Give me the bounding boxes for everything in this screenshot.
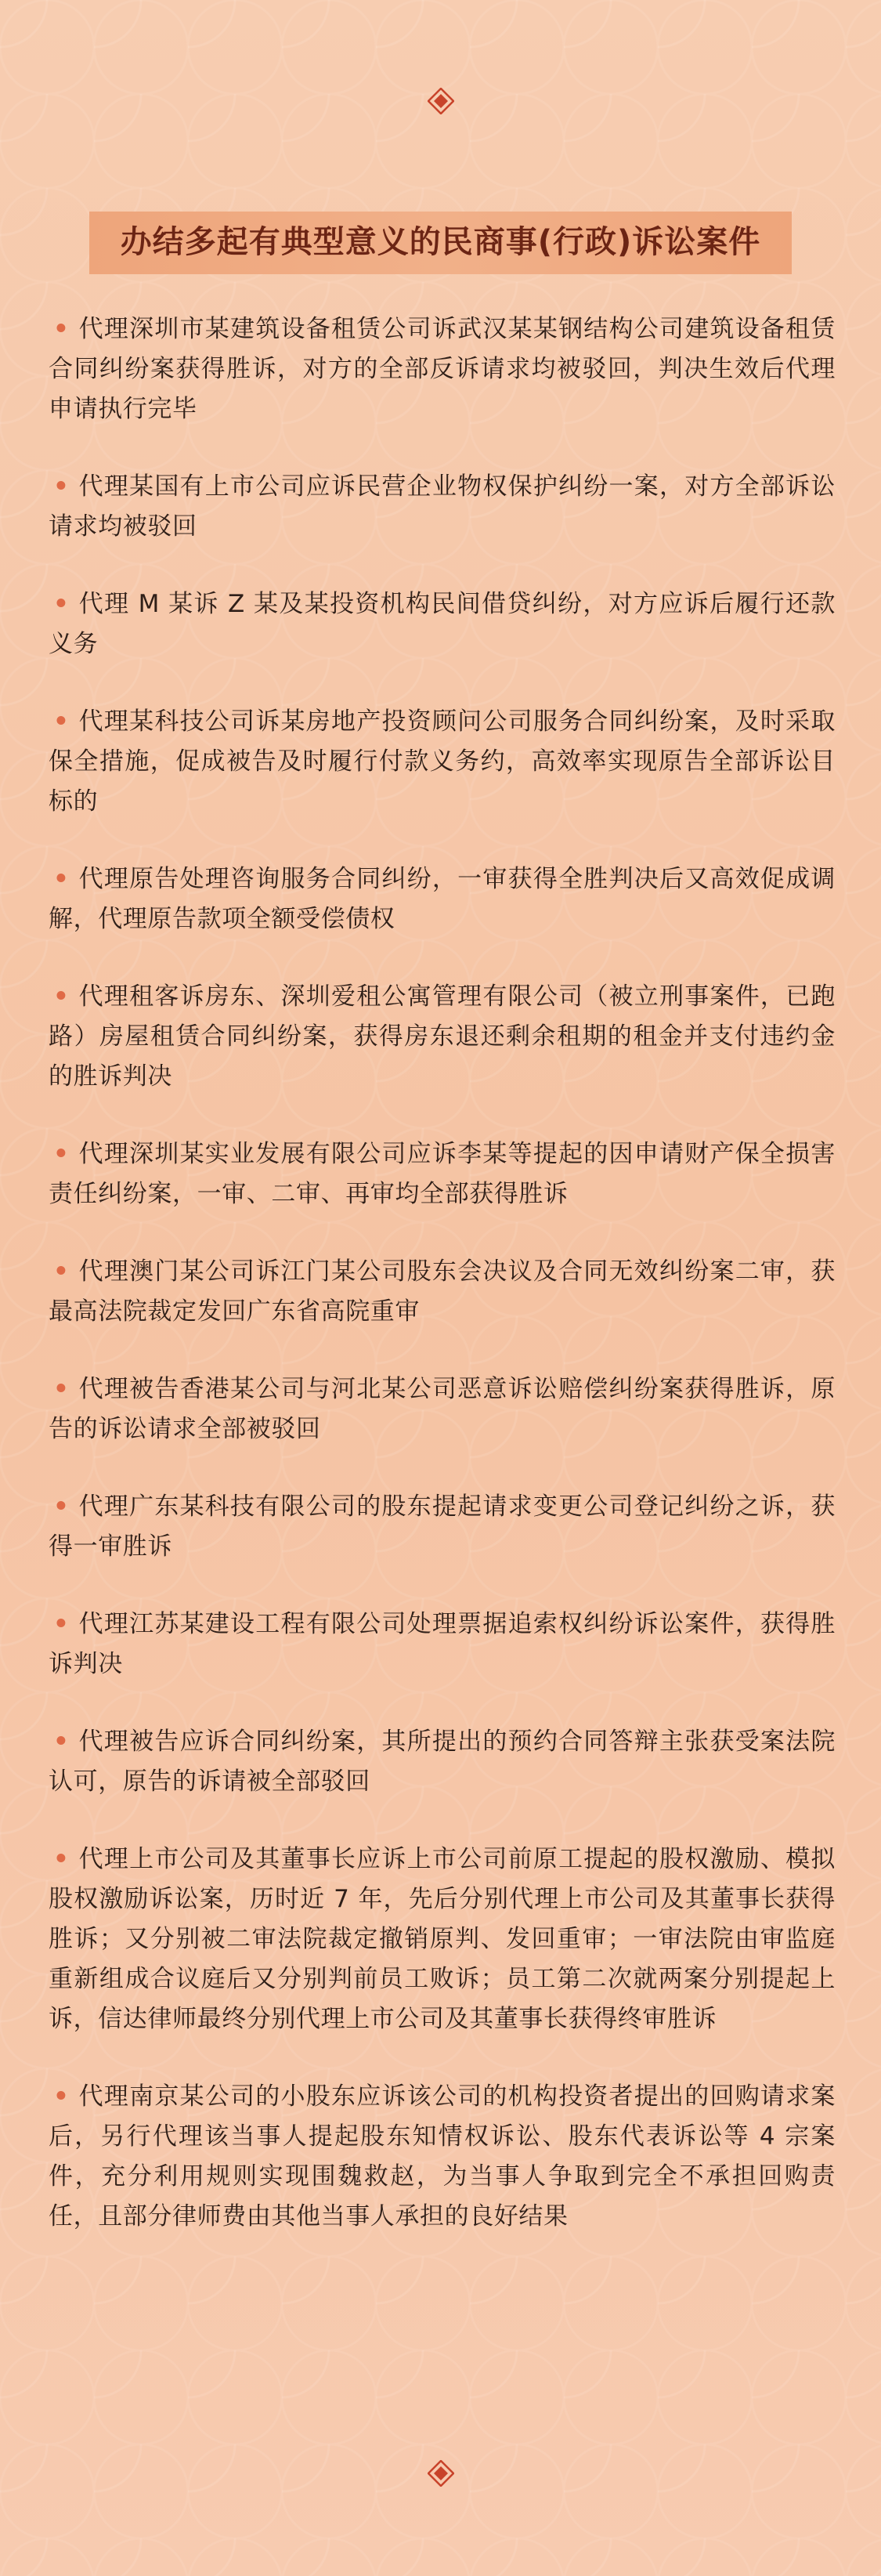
bullet-icon: • [53, 707, 70, 736]
bullet-icon: • [53, 1140, 70, 1168]
case-item-text: 代理租客诉房东、深圳爱租公寓管理有限公司（被立刑事案件，已跑路）房屋租赁合同纠纷案，获得房东退还剩余租期的租金并支付违约金的胜诉判决 [49, 982, 836, 1091]
bullet-icon: • [53, 1610, 70, 1638]
case-item-text: 代理原告处理咨询服务合同纠纷，一审获得全胜判决后又高效促成调解，代理原告款项全额受偿债权 [49, 865, 836, 933]
case-item-text: 代理广东某科技有限公司的股东提起请求变更公司登记纠纷之诉，获得一审胜诉 [49, 1492, 836, 1561]
case-item-text: 代理上市公司及其董事长应诉上市公司前原工提起的股权激励、模拟股权激励诉讼案，历时近 7 年，先后分别代理上市公司及其董事长获得胜诉；又分别被二审法院裁定撤销原判、发回重审；一审法院由审监庭重新组成合议庭后又分别判前员工败诉；员工第二次就两案分别提起上诉，信达律师最终分别代理上市公司及其董事长获得终审胜诉 [49, 1845, 836, 2033]
case-item [49, 1369, 836, 1449]
case-item [49, 1487, 836, 1567]
case-item-text: 代理被告香港某公司与河北某公司恶意诉讼赔偿纠纷案获得胜诉，原告的诉讼请求全部被驳回 [49, 1375, 836, 1443]
diamond-ornament-icon [428, 2460, 454, 2487]
case-item [49, 1840, 836, 2039]
bullet-icon: • [53, 865, 70, 893]
bullet-icon: • [53, 1375, 70, 1403]
case-item [49, 977, 836, 1097]
case-item [49, 584, 836, 664]
case-item [49, 2077, 836, 2237]
case-item-text: 代理南京某公司的小股东应诉该公司的机构投资者提出的回购请求案后，另行代理该当事人提起股东知情权诉讼、股东代表诉讼等 4 宗案件，充分利用规则实现围魏救赵，为当事人争取到完全不承担回购责任，且部分律师费由其他当事人承担的良好结果 [49, 2082, 836, 2230]
case-item [49, 702, 836, 822]
case-item [49, 859, 836, 939]
bullet-icon: • [53, 315, 70, 343]
bullet-icon: • [53, 982, 70, 1011]
case-item-text: 代理澳门某公司诉江门某公司股东会决议及合同无效纠纷案二审，获最高法院裁定发回广东省高院重审 [49, 1257, 836, 1326]
bullet-icon: • [53, 590, 70, 618]
case-item-text: 代理深圳某实业发展有限公司应诉李某等提起的因申请财产保全损害责任纠纷案，一审、二审、再审均全部获得胜诉 [49, 1140, 836, 1208]
case-item-text: 代理某国有上市公司应诉民营企业物权保护纠纷一案，对方全部诉讼请求均被驳回 [49, 472, 836, 541]
case-item-text: 代理深圳市某建筑设备租赁公司诉武汉某某钢结构公司建筑设备租赁合同纠纷案获得胜诉，对方的全部反诉请求均被驳回，判决生效后代理申请执行完毕 [49, 315, 836, 423]
case-item-text: 代理江苏某建设工程有限公司处理票据追索权纠纷诉讼案件，获得胜诉判决 [49, 1610, 836, 1678]
bullet-icon: • [53, 472, 70, 501]
bullet-icon: • [53, 2082, 70, 2111]
bullet-icon: • [53, 1257, 70, 1286]
case-item-text: 代理某科技公司诉某房地产投资顾问公司服务合同纠纷案，及时采取保全措施，促成被告及时履行付款义务约，高效率实现原告全部诉讼目标的 [49, 707, 836, 816]
case-item [49, 1134, 836, 1214]
case-item [49, 1252, 836, 1332]
case-item-text: 代理 M 某诉 Z 某及某投资机构民间借贷纠纷，对方应诉后履行还款义务 [49, 590, 836, 658]
title-container [0, 212, 881, 274]
case-item [49, 467, 836, 547]
bullet-icon: • [53, 1728, 70, 1756]
case-item [49, 1722, 836, 1802]
section-title: 办结多起有典型意义的民商事(行政)诉讼案件 [89, 212, 793, 274]
case-item [49, 1605, 836, 1684]
diamond-ornament-icon [428, 88, 454, 114]
case-item-text: 代理被告应诉合同纠纷案，其所提出的预约合同答辩主张获受案法院认可，原告的诉请被全部驳回 [49, 1728, 836, 1796]
case-item [49, 309, 836, 429]
bullet-icon: • [53, 1492, 70, 1521]
bullet-icon: • [53, 1845, 70, 1873]
case-list [49, 309, 836, 2274]
